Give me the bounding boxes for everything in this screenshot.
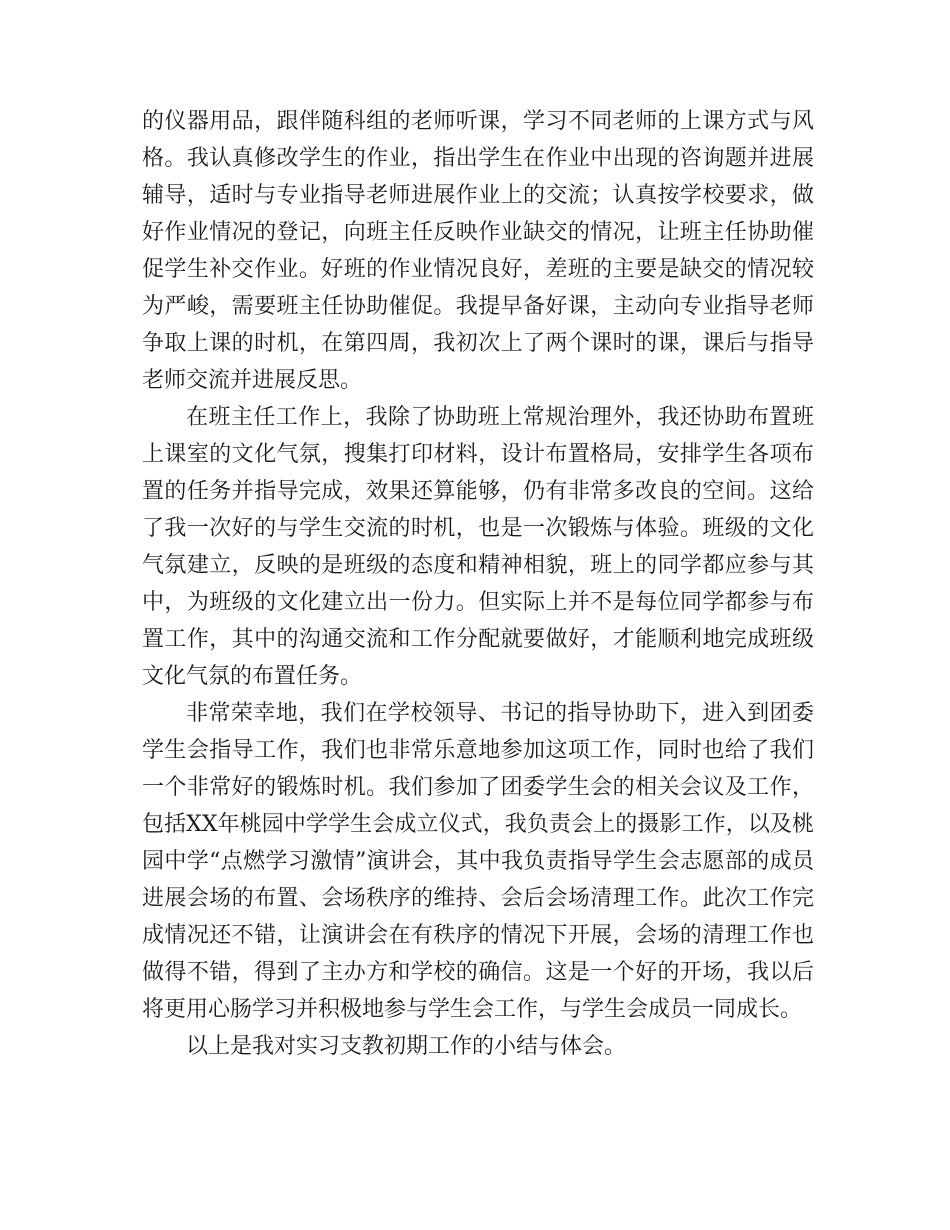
paragraph-student-union-work: 非常荣幸地，我们在学校领导、书记的指导协助下，进入到团委学生会指导工作，我们也非常乐意地参加这项工作，同时也给了我们一个非常好的锻炼时机。我们参加了团委学生会的相关会议及工作，包括XX年桃园中学学生会成立仪式，我负责会上的摄影工作，以及桃园中学“点燃学习激情”演讲会，其中我负责指导学生会志愿部的成员进展会场的布置、会场秩序的维持、会后会场清理工作。此次工作完成情况还不错，让演讲会在有秩序的情况下开展，会场的清理工作也做得不错，得到了主办方和学校的确信。这是一个好的开场，我以后将更用心肠学习并积极地参与学生会工作，与学生会成员一同成长。 bbox=[142, 701, 814, 1022]
document-body bbox=[142, 103, 814, 1065]
paragraph-class-teacher-work: 在班主任工作上，我除了协助班上常规治理外，我还协助布置班上课室的文化气氛，搜集打印材料，设计布置格局，安排学生各项布置的任务并指导完成，效果还算能够，仍有非常多改良的空间。这给了我一次好的与学生交流的时机，也是一次锻炼与体验。班级的文化气氛建立，反映的是班级的态度和精神相貌，班上的同学都应参与其中，为班级的文化建立出一份力。但实际上并不是每位同学都参与布置工作，其中的沟通交流和工作分配就要做好，才能顺利地完成班级文化气氛的布置任务。 bbox=[142, 405, 814, 689]
paragraph-continuation: 的仪器用品，跟伴随科组的老师听课，学习不同老师的上课方式与风格。我认真修改学生的作业，指出学生在作业中出现的咨询题并进展辅导，适时与专业指导老师进展作业上的交流；认真按学校要求，做好作业情况的登记，向班主任反映作业缺交的情况，让班主任协助催促学生补交作业。好班的作业情况良好，差班的主要是缺交的情况较为严峻，需要班主任协助催促。我提早备好课，主动向专业指导老师争取上课的时机，在第四周，我初次上了两个课时的课，课后与指导老师交流并进展反思。 bbox=[142, 109, 814, 393]
paragraph-conclusion: 以上是我对实习支教初期工作的小结与体会。 bbox=[186, 1034, 627, 1059]
